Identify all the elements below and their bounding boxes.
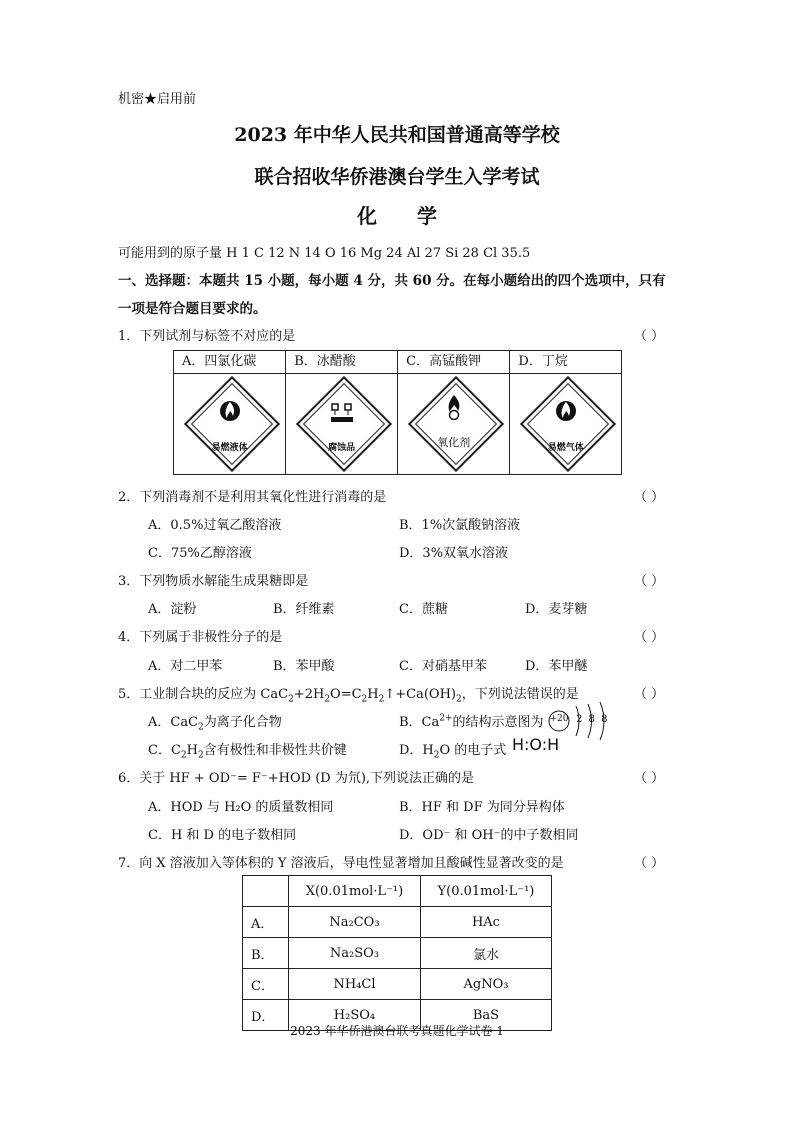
q3-stem: 3．下列物质水解能生成果糖即是: [118, 574, 309, 589]
subject-title: 化 学: [357, 204, 437, 228]
q5-option-c-text: 含有极性和非极性共价键: [203, 743, 347, 758]
q4-stem: 4．下列属于非极性分子的是: [118, 630, 283, 645]
q5-option-a-text: A．CaC: [148, 715, 199, 730]
q1-option-d: D．丁烷: [510, 351, 621, 374]
q5-option-a-text: 为离子化合物: [203, 715, 282, 730]
q5-stem-part: 5．工业制合块的反应为 CaC: [118, 687, 289, 702]
sign-text: 氧化剂: [437, 436, 471, 449]
q3-option-d: D．麦芽糖: [525, 602, 588, 617]
table-row: [243, 938, 552, 969]
table-cell-y: 氯水: [420, 938, 551, 969]
q6-option-c: C．H 和 D 的电子数相同: [148, 828, 297, 843]
q5-stem: 5．工业制合块的反应为 $CaC_2+2H_2O=C_2H_2↑+Ca(OH)_2$，下列说法错误的是: [118, 687, 579, 705]
table-cell-x: NH₄Cl: [289, 969, 421, 1000]
table-header-x: X(0.01mol·L⁻¹): [289, 876, 421, 907]
flame-icon: [555, 398, 577, 424]
table-cell-y: HAc: [420, 907, 551, 938]
q2-option-c: C．75%乙醇溶液: [148, 546, 252, 561]
table-row: [243, 969, 552, 1000]
table-cell-option: C．: [243, 969, 289, 1000]
table-cell-option: B．: [243, 938, 289, 969]
sign-text: 易燃气体: [547, 443, 584, 453]
flame-icon: [219, 398, 241, 424]
q4-option-d: D．苯甲醚: [525, 659, 588, 674]
q4-option-a: A．对二甲苯: [148, 659, 223, 674]
q1-answer-paren: （ ）: [634, 329, 665, 344]
q1-option-b: B．冰醋酸: [286, 351, 397, 374]
table-cell-y: BaS: [420, 1000, 551, 1031]
q2-stem: 2．下列消毒剂不是利用其氧化性进行消毒的是: [118, 490, 387, 505]
exam-title-line1: 2023 年中华人民共和国普通高等学校: [234, 124, 560, 146]
q5-option-d: D．$H_2O$ 的电子式: [399, 743, 507, 761]
table-header-row: [243, 876, 552, 907]
page-footer: 2023 年华侨港澳台联考真题化学试卷 1: [290, 1024, 504, 1038]
table-cell-option: D．: [243, 1000, 289, 1031]
q2-option-d: D．3%双氧水溶液: [399, 546, 509, 561]
q5-stem-part: ，下列说法错误的是: [461, 687, 579, 702]
q4-option-c: C．对硝基甲苯: [399, 659, 487, 674]
table-cell-y: AgNO₃: [420, 969, 551, 1000]
q5-option-a: A．CaC$_2$为离子化合物: [148, 715, 282, 733]
hazard-diamond: [184, 376, 280, 472]
q5-option-c: C．$C_2H_2$含有极性和非极性共价键: [148, 743, 347, 761]
q6-option-d: D．OD⁻ 和 OH⁻的中子数相同: [399, 828, 579, 843]
q6-option-b: B．HF 和 DF 为同分异构体: [399, 800, 565, 815]
sign-text: 易燃液体: [211, 443, 248, 453]
table-cell-x: H₂SO₄: [289, 1000, 421, 1031]
water-lewis-structure: H:O:H: [512, 735, 560, 754]
hazard-diamond: [296, 376, 392, 472]
q5-option-b-text: B．Ca: [399, 715, 440, 730]
q5-option-b: B．$Ca^{2+}$的结构示意图为: [399, 713, 544, 730]
sign-text: 腐蚀品: [328, 443, 356, 453]
q2-option-b: B．1%次氯酸钠溶液: [399, 518, 521, 533]
hazard-diamond: [408, 376, 504, 472]
corrosive-icon: [330, 402, 354, 424]
q1-option-a: A．四氯化碳: [174, 351, 285, 374]
q1-option-c: C．高锰酸钾: [398, 351, 509, 374]
section-instructions-line1: 一、选择题：本题共 15 小题，每小题 4 分，共 60 分。在每小题给出的四个选项中，只有: [118, 273, 666, 289]
q3-option-b: B．纤维素: [273, 602, 335, 617]
q3-option-a: A．淀粉: [148, 602, 197, 617]
q6-stem: 6．关于 HF + OD⁻= F⁻+HOD (D 为氘),下列说法正确的是: [118, 771, 475, 786]
q6-option-a: A．HOD 与 H₂O 的质量数相同: [148, 800, 334, 815]
table-cell-x: Na₂CO₃: [289, 907, 421, 938]
atomic-masses: 可能用到的原子量 H 1 C 12 N 14 O 16 Mg 24 Al 27 Si 28 Cl 35.5: [118, 246, 531, 261]
q4-answer-paren: （ ）: [634, 630, 665, 645]
nucleus-charge: +20: [549, 714, 569, 724]
q2-answer-paren: （ ）: [634, 490, 665, 505]
hazard-diamond: [520, 376, 616, 472]
q7-table: [242, 875, 552, 1031]
q7-stem: 7．向 X 溶液加入等体积的 Y 溶液后，导电性显著增加且酸碱性显著改变的是: [118, 856, 564, 871]
table-row: [243, 907, 552, 938]
q2-option-a: A．0.5%过氧乙酸溶液: [148, 518, 282, 533]
q5-option-d-text: D．H: [399, 743, 434, 758]
table-cell: [243, 876, 289, 907]
section-instructions-line2: 一项是符合题目要求的。: [118, 301, 267, 317]
oxidizer-icon: [443, 394, 465, 420]
q5-option-b-text: 的结构示意图为: [452, 715, 544, 730]
q5-answer-paren: （ ）: [634, 687, 665, 702]
q1-label-table: [173, 350, 622, 475]
q3-option-c: C．蔗糖: [399, 602, 448, 617]
table-cell-x: Na₂SO₃: [289, 938, 421, 969]
q6-answer-paren: （ ）: [634, 771, 665, 786]
q3-answer-paren: （ ）: [634, 574, 665, 589]
q7-answer-paren: （ ）: [634, 856, 665, 871]
exam-title-line2: 联合招收华侨港澳台学生入学考试: [254, 166, 540, 188]
confidential-mark: 机密★启用前: [118, 92, 197, 107]
q1-stem: 1．下列试剂与标签不对应的是: [118, 329, 296, 344]
q5-option-c-text: C．C: [148, 743, 181, 758]
table-cell-option: A．: [243, 907, 289, 938]
q5-option-d-text: O 的电子式: [439, 743, 507, 758]
shell-electrons: 2 8 8: [576, 714, 608, 725]
table-header-y: Y(0.01mol·L⁻¹): [420, 876, 551, 907]
q4-option-b: B．苯甲酸: [273, 659, 335, 674]
